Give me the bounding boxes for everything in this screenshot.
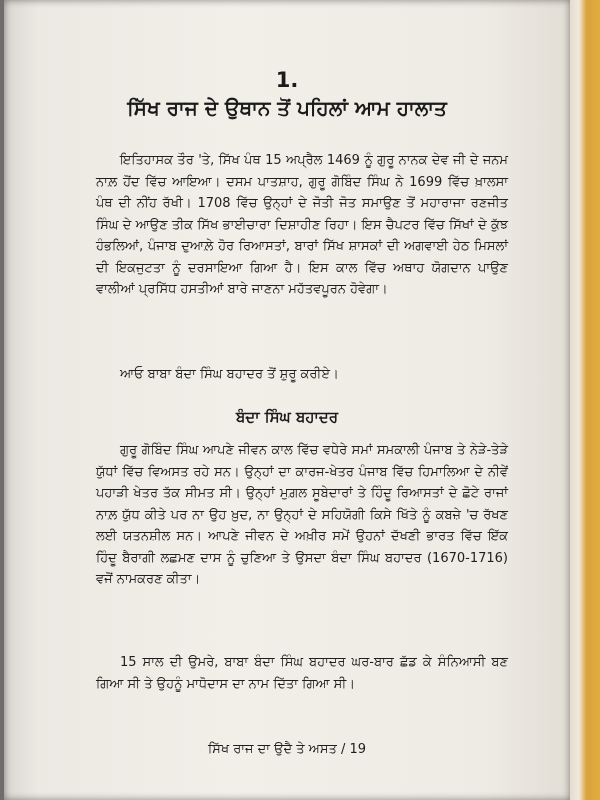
section-heading: ਬੰਦਾ ਸਿੰਘ ਬਹਾਦਰ [235, 408, 339, 426]
lead-line: ਆਓ ਬਾਬਾ ਬੰਦਾ ਸਿੰਘ ਬਹਾਦਰ ਤੋਂ ਸ਼ੁਰੂ ਕਰੀਏ। [120, 367, 339, 382]
section-paragraph: ਗੁਰੂ ਗੋਬਿੰਦ ਸਿੰਘ ਆਪਣੇ ਜੀਵਨ ਕਾਲ ਵਿੱਚ ਵਧੇਰੇ ਸਮਾਂ ਸਮਕਾਲੀ ਪੰਜਾਬ ਤੇ ਨੇੜੇ-ਤੇੜੇ ਯੁੱਧਾਂ ਵਿੱਚ ਵਿਅਸਤ ਰਹੇ ਸਨ। ਉਨ੍ਹਾਂ ਦਾ ਕਾਰਜ-ਖੇਤਰ ਪੰਜਾਬ ਵਿੱਚ ਹਿਮਾਲਿਆ ਦੇ ਨੀਵੇਂ ਪਹਾੜੀ ਖੇਤਰ ਤੱਕ ਸੀਮਤ ਸੀ। ਉਨ੍ਹਾਂ ਮੁਗ਼ਲ ਸੂਬੇਦਾਰਾਂ ਤੇ ਹਿੰਦੂ ਰਿਆਸਤਾਂ ਦੇ ਛੋਟੇ ਰਾਜਾਂ ਨਾਲ਼ ਯੁੱਧ ਕੀਤੇ ਪਰ ਨਾ ਉਹ ਖ਼ੁਦ, ਨਾ ਉਨ੍ਹਾਂ ਦੇ ਸਹਿਯੋਗੀ ਕਿਸੇ ਖਿੱਤੇ ਨੂੰ ਕਬਜ਼ੇ 'ਚ ਰੱਖਣ ਲਈ ਯਤਨਸ਼ੀਲ ਸਨ। ਆਪਣੇ ਜੀਵਨ ਦੇ ਅਖ਼ੀਰ ਸਮੇਂ ਉਹਨਾਂ ਦੱਖਣੀ ਭਾਰਤ ਵਿੱਚ ਇੱਕ ਹਿੰਦੂ ਬੈਰਾਗੀ ਲਛਮਣ ਦਾਸ ਨੂੰ ਚੁਣਿਆ ਤੇ ਉਸਦਾ ਬੰਦਾ ਸਿੰਘ ਬਹਾਦਰ (1670-1716) ਵਜੋਂ ਨਾਮਕਰਣ ਕੀਤਾ। [96, 443, 508, 587]
book-page [4, 0, 570, 800]
chapter-title: ਸਿੱਖ ਰਾਜ ਦੇ ਉਥਾਨ ਤੋਂ ਪਹਿਲਾਂ ਆਮ ਹਾਲਾਤ [127, 96, 447, 120]
section-paragraph: 15 ਸਾਲ ਦੀ ਉਮਰੇ, ਬਾਬਾ ਬੰਦਾ ਸਿੰਘ ਬਹਾਦਰ ਘਰ-ਬਾਰ ਛੱਡ ਕੇ ਸੰਨਿਆਸੀ ਬਣ ਗਿਆ ਸੀ ਤੇ ਉਹਨੂੰ ਮਾਧੋਦਾਸ ਦਾ ਨਾਮ ਦਿੱਤਾ ਗਿਆ ਸੀ। [96, 655, 508, 692]
chapter-number: 1. [275, 68, 299, 92]
facing-page-edge [570, 0, 600, 800]
intro-paragraph: ਇਤਿਹਾਸਕ ਤੌਰ 'ਤੇ, ਸਿੱਖ ਪੰਥ 15 ਅਪ੍ਰੈਲ 1469 ਨੂੰ ਗੁਰੂ ਨਾਨਕ ਦੇਵ ਜੀ ਦੇ ਜਨਮ ਨਾਲ਼ ਹੋਂਦ ਵਿੱਚ ਆਇਆ। ਦਸਮ ਪਾਤਸ਼ਾਹ, ਗੁਰੂ ਗੋਬਿੰਦ ਸਿੰਘ ਨੇ 1699 ਵਿੱਚ ਖ਼ਾਲਸਾ ਪੰਥ ਦੀ ਨੀਂਹ ਰੱਖੀ। 1708 ਵਿੱਚ ਉਨ੍ਹਾਂ ਦੇ ਜੋਤੀ ਜੋਤ ਸਮਾਉਣ ਤੋਂ ਮਹਾਰਾਜਾ ਰਣਜੀਤ ਸਿੰਘ ਦੇ ਆਉਣ ਤੀਕ ਸਿੱਖ ਭਾਈਚਾਰਾ ਦਿਸ਼ਾਹੀਣ ਰਿਹਾ। ਇਸ ਚੈਪਟਰ ਵਿੱਚ ਸਿੱਖਾਂ ਦੇ ਕੁੱਝ ਹੰਭਲਿਆਂ, ਪੰਜਾਬ ਦੁਆਲ਼ੇ ਹੋਰ ਰਿਆਸਤਾਂ, ਬਾਰਾਂ ਸਿੱਖ ਸ਼ਾਸਕਾਂ ਦੀ ਅਗਵਾਈ ਹੇਠ ਮਿਸਲਾਂ ਦੀ ਇਕਜੁਟਤਾ ਨੂੰ ਦਰਸਾਇਆ ਗਿਆ ਹੈ। ਇਸ ਕਾਲ ਵਿੱਚ ਅਥਾਹ ਯੋਗਦਾਨ ਪਾਉਣ ਵਾਲੀਆਂ ਪ੍ਰਸਿੱਧ ਹਸਤੀਆਂ ਬਾਰੇ ਜਾਣਨਾ ਮਹੱਤਵਪੂਰਨ ਹੋਵੇਗਾ। [96, 153, 508, 297]
page-footer: ਸਿੱਖ ਰਾਜ ਦਾ ਉਦੈ ਤੇ ਅਸਤ / 19 [207, 742, 366, 757]
